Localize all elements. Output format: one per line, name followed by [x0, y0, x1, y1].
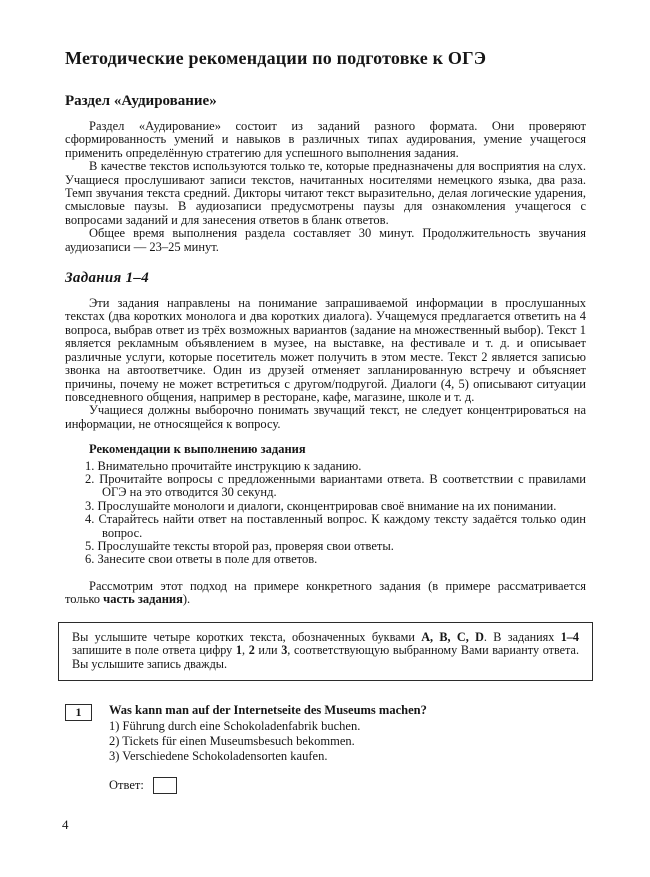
- task-options: [109, 719, 586, 763]
- instruction-text: Вы услышите четыре коротких текста, обозначенных буквами A, B, C, D. В заданиях 1–4 запишите в поле ответа цифру 1, 2 или 3, соответствующую выбранному Вами варианту ответа. Вы услышите запись дважды.: [72, 629, 579, 671]
- task-option: 3) Verschiedene Schokoladensorten kaufen.: [109, 748, 328, 763]
- recommendations-list: [65, 460, 586, 567]
- paragraph: Учащиеся должны выборочно понимать звучащий текст, не следует концентрироваться на информации, не относящейся к вопросу.: [65, 403, 586, 431]
- paragraph: В качестве текстов используются только те, которые предназначены для восприятия на слух. Учащиеся прослушивают записи текстов, начитанных носителями немецкого языка, два раза. Темп звучания текста средний. Дикторы читают текст выразительно, делая логические ударения, смысловые паузы. В аудиозаписи предусмотрены паузы для ознакомления учащегося с вопросами заданий и для занесения ответов в бланк ответов.: [65, 159, 586, 227]
- task-option: 1) Führung durch eine Schokoladenfabrik buchen.: [109, 719, 361, 734]
- recommendation-item: 4. Старайтесь найти ответ на поставленный вопрос. К каждому тексту задаётся только один вопрос.: [85, 512, 586, 540]
- recommendation-item: 1. Внимательно прочитайте инструкцию к заданию.: [85, 458, 362, 473]
- tasks-section-heading: Задания 1–4: [65, 270, 150, 287]
- paragraph: Эти задания направлены на понимание запрашиваемой информации в прослушанных текстах (два коротких монолога и два коротких диалога). Учащемуся предлагается ответить на 4 вопроса, выбрав ответ из трёх возможных вариантов (задание на множественный выбор). Текст 1 является рекламным объявлением в музее, на выставке, на фестивале и т. д. и описывает различные услуги, которые посетитель может получить в этом месте. Текст 2 является записью звонка на автоответчике. Один из друзей отменяет запланированную встречу и объясняет причины, почему не может встретиться с другом/подругой. Диалоги (4, 5) описывают ситуации повседневного общения, например в ресторане, кафе, магазине, школе и т. д.: [65, 296, 586, 404]
- answer-box: [153, 777, 177, 794]
- recommendation-item: 6. Занесите свои ответы в поле для ответов.: [85, 552, 318, 567]
- recommendation-item: 5. Прослушайте тексты второй раз, проверяя свои ответы.: [85, 538, 394, 553]
- audition-section-heading: Раздел «Аудирование»: [65, 93, 217, 109]
- recommendations-heading: Рекомендации к выполнению задания: [89, 442, 306, 457]
- page-title: Методические рекомендации по подготовке к ОГЭ: [65, 48, 487, 68]
- recommendation-item: 2. Прочитайте вопросы с предложенными вариантами ответа. В соответствии с правилами ОГЭ на это отводится 30 секунд.: [85, 471, 586, 500]
- task-question: Was kann man auf der Internetseite des Museums machen?: [109, 703, 427, 718]
- page-number: 4: [62, 817, 69, 832]
- task-option: 2) Tickets für einen Museumsbesuch bekommen.: [109, 733, 355, 748]
- closing-paragraph: Рассмотрим этот подход на примере конкретного задания (в примере рассматривается только часть задания).: [65, 578, 586, 607]
- task-number-box: 1: [65, 704, 92, 721]
- task-body: [109, 703, 586, 794]
- recommendation-item: 3. Прослушайте монологи и диалоги, сконцентрировав своё внимание на их понимании.: [85, 498, 557, 513]
- paragraph: Раздел «Аудирование» состоит из заданий разного формата. Они проверяют сформированность умений и навыков в различных типах аудирования, умение учащегося применить определённую стратегию для успешного выполнения задания.: [65, 119, 586, 160]
- answer-row: [109, 777, 586, 794]
- instruction-box: [58, 622, 593, 682]
- task-1: [65, 703, 586, 794]
- answer-label: Ответ:: [109, 778, 144, 793]
- paragraph: Общее время выполнения раздела составляет 30 минут. Продолжительность звучания аудиозаписи — 23–25 минут.: [65, 226, 586, 254]
